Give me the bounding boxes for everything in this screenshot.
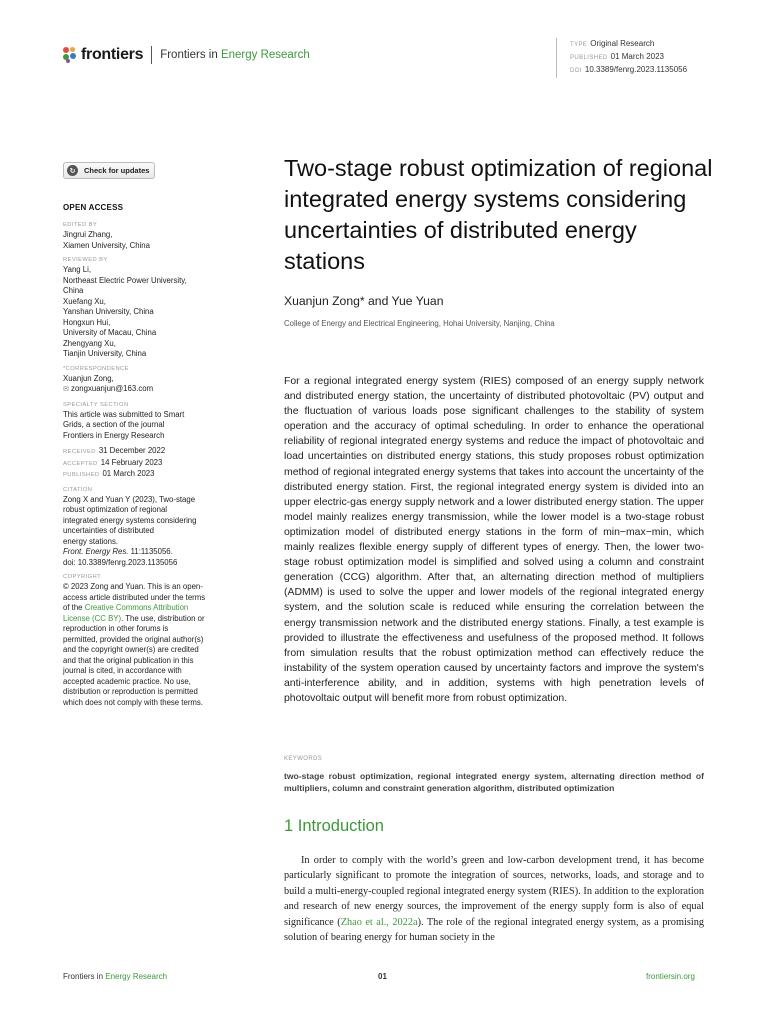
- meta-published: PUBLISHED 01 March 2023: [570, 52, 664, 61]
- edited-by-section: EDITED BY Jingrui Zhang, Xiamen University, China: [63, 222, 150, 250]
- journal-title[interactable]: [160, 49, 310, 61]
- page-number: 01: [378, 972, 387, 981]
- refresh-icon: ↻: [67, 165, 78, 176]
- reviewed-by-section: REVIEWED BY Yang Li, Northeast Electric Power University, China Xuefang Xu, Yanshan University, China Hongxun Hui, University of Macau, China Zhengyang Xu, Tianjin University, China: [63, 257, 187, 358]
- open-access-label: OPEN ACCESS: [63, 203, 124, 212]
- date-accepted: ACCEPTED 14 February 2023: [63, 457, 163, 467]
- footer-journal[interactable]: Frontiers in Energy Research: [63, 972, 168, 981]
- check-updates-label: Check for updates: [84, 166, 150, 175]
- footer-site-link[interactable]: frontiersin.org: [646, 972, 695, 981]
- date-published: PUBLISHED 01 March 2023: [63, 469, 155, 478]
- check-for-updates-button[interactable]: [63, 162, 155, 179]
- date-received: RECEIVED 31 December 2022: [63, 446, 166, 455]
- keywords-label: KEYWORDS: [284, 756, 323, 762]
- citation-section: CITATION Zong X and Yuan Y (2023), Two-stage robust optimization of regional integrated energy systems considering uncertainties of distributed energy stations. Front. Energy Res. 11:1135056. doi: 10.3389/fenrg.2023.1135056: [63, 486, 248, 569]
- introduction-paragraph: In order to comply with the world’s green and low-carbon development trend, it has become particularly significant to promote the integration of sources, networks, loads, and storage and to build a multi-energy-coupled regional integrated energy system (RIES). In addition to the exploration and research of new energy sources, the improvement of the energy supply form is also of equal significance (Zhao et al., 2022a). The role of the regional integrated energy system, as a promising solution of bearing energy for human society in the: [284, 855, 704, 944]
- citation-doi-link[interactable]: doi: 10.3389/fenrg.2023.1135056: [63, 557, 178, 567]
- meta-doi[interactable]: DOI 10.3389/fenrg.2023.1135056: [570, 65, 688, 74]
- article-meta: [556, 38, 687, 78]
- abstract-text: For a regional integrated energy system (RIES) composed of an energy supply network and distributed energy station, the uncertainty of distributed photovoltaic (PV) output and the fluctuation of various loads pose significant challenges to the stability of system operation and the accuracy of optimal scheduling. In order to enhance the operational reliability of regional integrated energy systems and reduce the impact of photovoltaic and load uncertainties on distributed energy stations, this study proposes robust optimization method of regional integrated energy systems that takes into account the uncertainty of the distributed energy station. First, the regional integrated energy system is divided into an upper electric-gas energy supply network and a lower distributed energy station. The upper model mainly realizes energy transmission, while the lower model is a two-stage robust optimization model of distributed energy stations in the form of min−max−min, which mainly realizes flexible energy supply of different types of energy. Then, the lower two-stage robust optimization model is simplified and solved using a column and constraint generation (CCG) algorithm. After that, an alternating direction method of multipliers (ADMM) is used to solve the upper and lower models of the regional integrated energy system, and the solution scale is reduced while ensuring the correlation between the energy transmission network and the distributed energy stations. Finally, a test example is provided to illustrate the effectiveness and usefulness of the proposed method. It follows from simulation results that the robust optimization method can effectively reduce the instability of the system operation caused by uncertainty factors and improve the system's anti-interference ability, and in addition, systems with high penetration levels of photovoltaic output will benefit more from robust optimization.: [284, 376, 704, 704]
- header-divider: [151, 46, 152, 64]
- brand-name: frontiers: [81, 46, 144, 63]
- section-heading-introduction: 1 Introduction: [284, 817, 384, 835]
- meta-type: TYPE Original Research: [570, 39, 655, 48]
- frontiers-logo[interactable]: [63, 46, 310, 64]
- citation-link[interactable]: Zhao et al., 2022a: [340, 916, 418, 928]
- email-icon: ✉: [63, 386, 69, 393]
- article-sidebar: [63, 203, 248, 713]
- cc-by-link-cont[interactable]: License (CC BY): [63, 613, 122, 623]
- cc-by-link[interactable]: Creative Commons Attribution: [84, 603, 189, 612]
- keywords-text: two-stage robust optimization, regional integrated energy system, alternating direction method of multipliers, column and constraint generation algorithm, distributed optimization: [284, 771, 704, 794]
- journal-name: Energy Research: [220, 49, 310, 61]
- correspondence-email[interactable]: ✉ zongxuanjun@163.com: [63, 384, 154, 393]
- dates-section: [63, 446, 248, 481]
- article-affiliation: College of Energy and Electrical Engineering, Hohai University, Nanjing, China: [284, 319, 555, 328]
- specialty-section: SPECIALTY SECTION This article was submitted to Smart Grids, a section of the journal Frontiers in Energy Research: [63, 401, 185, 440]
- correspondence-section: *CORRESPONDENCE Xuanjun Zong, ✉ zongxuanjun@163.com: [63, 365, 248, 396]
- journal-prefix: Frontiers in: [160, 49, 218, 61]
- citation-journal-line: Front. Energy Res. 11:1135056.: [63, 547, 173, 556]
- frontiers-logo-icon: [63, 47, 77, 63]
- article-title: Two-stage robust optimization of regional integrated energy systems considering uncertainties of distributed energy stations: [284, 155, 713, 274]
- copyright-section: COPYRIGHT © 2023 Zong and Yuan. This is an open- access article distributed under the terms of the Creative Commons Attribution License (CC BY). The use, distribution or reproduction in other forums is permitted, provided the original author(s) and the copyright owner(s) are credited and that the original publication in this journal is cited, in accordance with accepted academic practice. No use, distribution or reproduction is permitted which does not comply with these terms.: [63, 574, 206, 707]
- article-authors: Xuanjun Zong* and Yue Yuan: [284, 294, 444, 308]
